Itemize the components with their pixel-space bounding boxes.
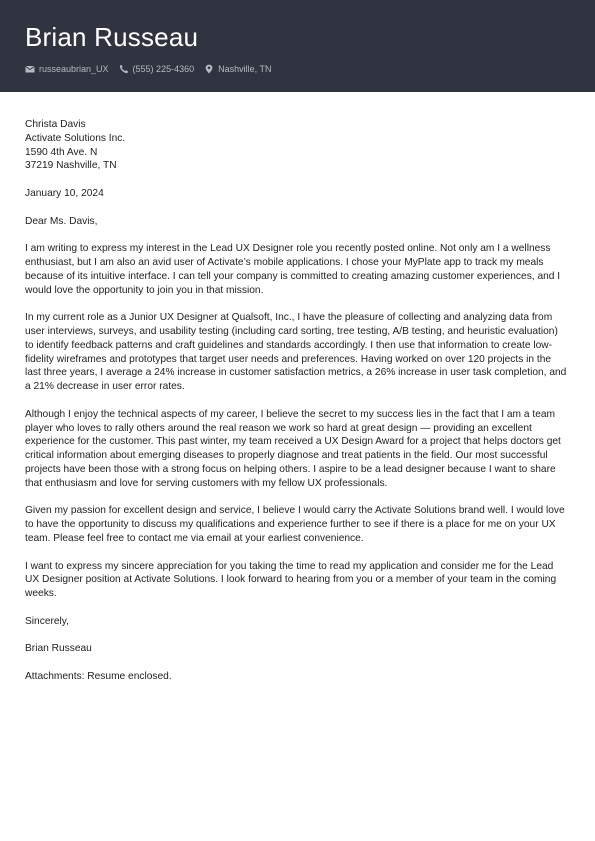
body-paragraph: I want to express my sincere appreciation for you taking the time to read my application and consider me for the Lead UX Designer position at Activate Solutions. I look forward to hearing from you or a member of your team in the coming weeks. — [25, 560, 557, 600]
contact-phone — [119, 63, 195, 75]
attachments-note: Attachments: Resume enclosed. — [25, 670, 172, 682]
body-paragraph: Although I enjoy the technical aspects of my career, I believe the secret to my success lies in the fact that I am a team player who loves to rally others around the real reason we work so hard at great design — providing an excellent experience for the customer. This past winter, my team received a UX Design Award for a project that helps doctors get critical information about emerging diseases to properly diagnose and treat patients in the field. Our most successful projects have been those with a strong focus on helping others. I aspire to be a lead designer because I want to share that enthusiasm and love for serving customers with my fellow UX professionals. — [25, 408, 561, 489]
recipient-city: 37219 Nashville, TN — [25, 160, 117, 172]
signature: Brian Russeau — [25, 643, 92, 655]
header-banner — [0, 0, 595, 92]
envelope-icon — [25, 64, 35, 74]
contact-location — [204, 63, 271, 75]
salutation: Dear Ms. Davis, — [25, 215, 98, 227]
contact-info — [25, 63, 570, 75]
phone-icon — [119, 64, 129, 74]
recipient-address — [25, 118, 567, 173]
body-paragraph: In my current role as a Junior UX Designer at Qualsoft, Inc., I have the pleasure of collecting and analyzing data from user interviews, surveys, and usability testing (including card sorting, tree testing, A/B testing, and heuristic evaluation) to identify feedback patterns and craft guidelines and standards accordingly. I then use that information to create low-fidelity wireframes and prototypes that target user needs and preferences. Having worked on over 120 projects in the last three years, I average a 24% increase in customer satisfaction metrics, a 26% increase in user task completion, and a 21% decrease in user error rates. — [25, 312, 567, 393]
letter-body — [0, 92, 595, 684]
recipient-street: 1590 4th Ave. N — [25, 146, 98, 158]
contact-phone-text: (555) 225-4360 — [132, 64, 195, 74]
location-pin-icon — [204, 64, 214, 74]
recipient-company: Activate Solutions Inc. — [25, 132, 126, 144]
applicant-name: Brian Russeau — [25, 22, 199, 52]
contact-email-text: russeaubrian_UX — [39, 64, 109, 74]
body-paragraph: Given my passion for excellent design and service, I believe I would carry the Activate Solutions brand well. I would love to have the opportunity to discuss my qualifications and experience further to see if there is a place for me on your UX team. Please feel free to contact me via email at your earliest convenience. — [25, 505, 565, 544]
closing: Sincerely, — [25, 615, 69, 627]
body-paragraph: I am writing to express my interest in the Lead UX Designer role you recently posted online. Not only am I a wellness enthusiast, but I am also an avid user of Activate’s mobile applications. I chose your MyPlate app to track my meals because of its intuitive interface. I can tell your company is committed to creating amazing customer experiences, and I would love the opportunity to join you in that mission. — [25, 243, 561, 296]
recipient-name: Christa Davis — [25, 119, 86, 130]
contact-location-text: Nashville, TN — [218, 64, 272, 74]
contact-email — [25, 63, 109, 75]
letter-date: January 10, 2024 — [25, 187, 104, 199]
